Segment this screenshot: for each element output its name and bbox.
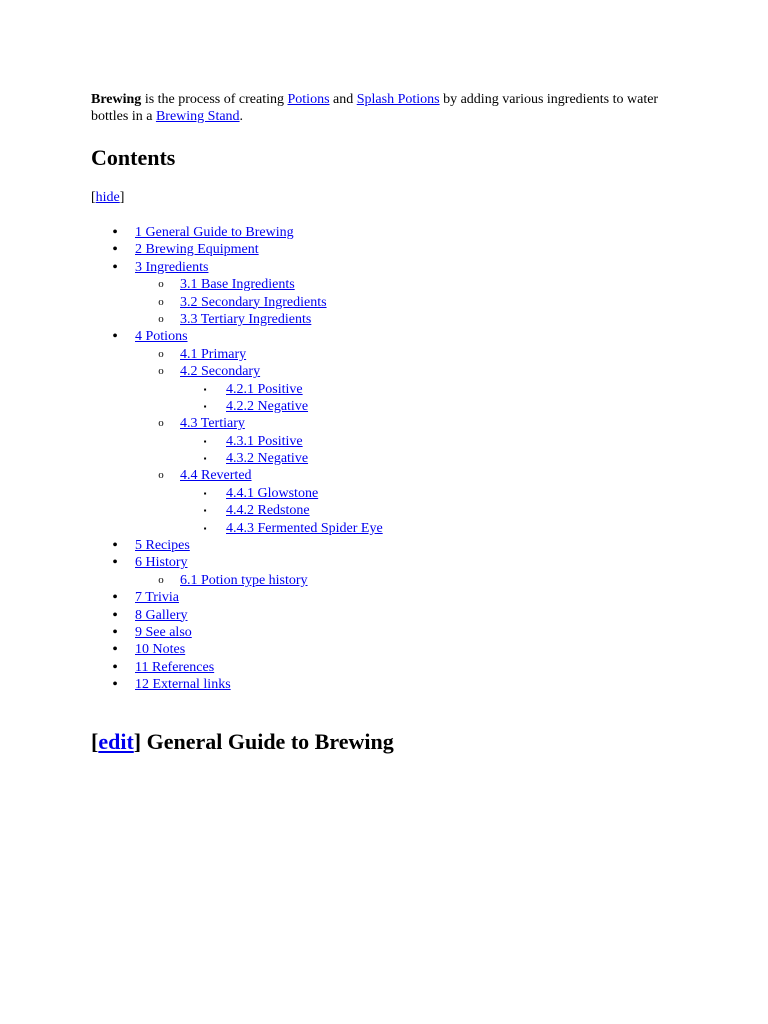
toc-bullet-level-2: o [158, 278, 164, 291]
toc-link[interactable]: 5 Recipes [135, 538, 190, 554]
brewing-stand-link[interactable]: Brewing Stand [155, 109, 240, 124]
toc-link[interactable]: 12 External links [135, 677, 231, 693]
intro-paragraph [91, 91, 681, 125]
hide-toggle [91, 189, 124, 206]
intro-bold-term: Brewing [91, 92, 142, 107]
toc-link[interactable]: 6.1 Potion type history [180, 572, 308, 588]
toc-bullet-level-2: o [158, 347, 164, 360]
toc-link[interactable]: 1 General Guide to Brewing [135, 225, 294, 240]
toc-bullet-level-1: • [112, 328, 118, 346]
toc-link[interactable]: 11 References [135, 659, 215, 675]
toc-link[interactable]: 4.2.1 Positive [226, 381, 303, 397]
toc-bullet-level-1: • [112, 658, 118, 676]
toc-link[interactable]: 4.1 Primary [180, 346, 247, 362]
toc-link[interactable]: 6 History [135, 555, 188, 571]
toc-bullet-level-2: o [158, 417, 164, 430]
toc-bullet-level-3: ▪ [203, 384, 207, 394]
toc-bullet-level-1: • [112, 606, 118, 624]
intro-text-2: and [329, 92, 357, 107]
hide-bracket-open: [ [91, 190, 96, 205]
toc-link[interactable]: 10 Notes [135, 642, 186, 658]
toc-link[interactable]: 4.3.2 Negative [226, 451, 309, 467]
intro-text-4: . [239, 109, 244, 124]
toc-bullet-level-2: o [158, 365, 164, 378]
toc-bullet-level-1: • [112, 623, 118, 641]
potions-link[interactable]: Potions [287, 92, 330, 107]
toc-bullet-level-1: • [112, 537, 118, 555]
toc-bullet-level-1: • [112, 258, 118, 276]
toc-link[interactable]: 4.3 Tertiary [180, 416, 245, 432]
toc-bullet-level-3: ▪ [203, 506, 207, 516]
toc-bullet-level-1: • [112, 589, 118, 607]
toc-link[interactable]: 3.2 Secondary Ingredients [180, 294, 327, 310]
edit-bracket-open: [ [91, 729, 99, 754]
toc-bullet-level-2: o [158, 295, 164, 308]
toc-bullet-level-1: • [112, 554, 118, 572]
toc-bullet-level-3: ▪ [203, 488, 207, 498]
toc-bullet-level-1: • [112, 241, 118, 259]
toc-link[interactable]: 4.4.3 Fermented Spider Eye [226, 520, 383, 536]
toc-link[interactable]: 3 Ingredients [135, 259, 209, 275]
toc-link[interactable]: 4.3.1 Positive [226, 433, 303, 449]
hide-link[interactable]: hide [95, 190, 120, 205]
toc-bullet-level-3: ▪ [203, 454, 207, 464]
hide-bracket-close: ] [119, 190, 125, 205]
toc-link[interactable]: 4 Potions [135, 329, 188, 345]
toc-bullet-level-1: • [112, 224, 118, 241]
toc-bullet-level-3: ▪ [203, 401, 207, 411]
toc-link[interactable]: 4.4.1 Glowstone [226, 485, 319, 501]
toc-link[interactable]: 4.4 Reverted [180, 468, 252, 484]
toc-bullet-level-1: • [112, 641, 118, 659]
toc-bullet-level-2: o [158, 469, 164, 482]
toc-bullet-level-3: ▪ [203, 523, 207, 533]
edit-link[interactable]: edit [98, 729, 134, 754]
toc-link[interactable]: 8 Gallery [135, 607, 188, 623]
splash-potions-link[interactable]: Splash Potions [356, 92, 440, 107]
section-heading [91, 729, 394, 755]
section-title: General Guide to Brewing [146, 729, 394, 754]
toc-link[interactable]: 4.4.2 Redstone [226, 503, 310, 519]
toc-link[interactable]: 9 See also [135, 624, 192, 640]
toc-link[interactable]: 3.3 Tertiary Ingredients [180, 311, 312, 327]
contents-title: Contents [91, 145, 176, 170]
intro-text-3: by adding various ingredients to water bottles in a [91, 92, 659, 124]
toc-bullet-level-2: o [158, 312, 164, 325]
toc-bullet-level-2: o [158, 573, 164, 586]
toc-link[interactable]: 4.2.2 Negative [226, 398, 309, 414]
toc-bullet-level-1: • [112, 676, 118, 694]
intro-text-1: is the process of creating [141, 92, 288, 107]
edit-bracket-close: ] [133, 729, 147, 754]
toc-link[interactable]: 4.2 Secondary [180, 364, 261, 380]
toc-link[interactable]: 7 Trivia [135, 590, 179, 606]
toc-link[interactable]: 3.1 Base Ingredients [180, 277, 295, 293]
toc-link[interactable]: 2 Brewing Equipment [135, 242, 259, 258]
toc-bullet-level-3: ▪ [203, 436, 207, 446]
